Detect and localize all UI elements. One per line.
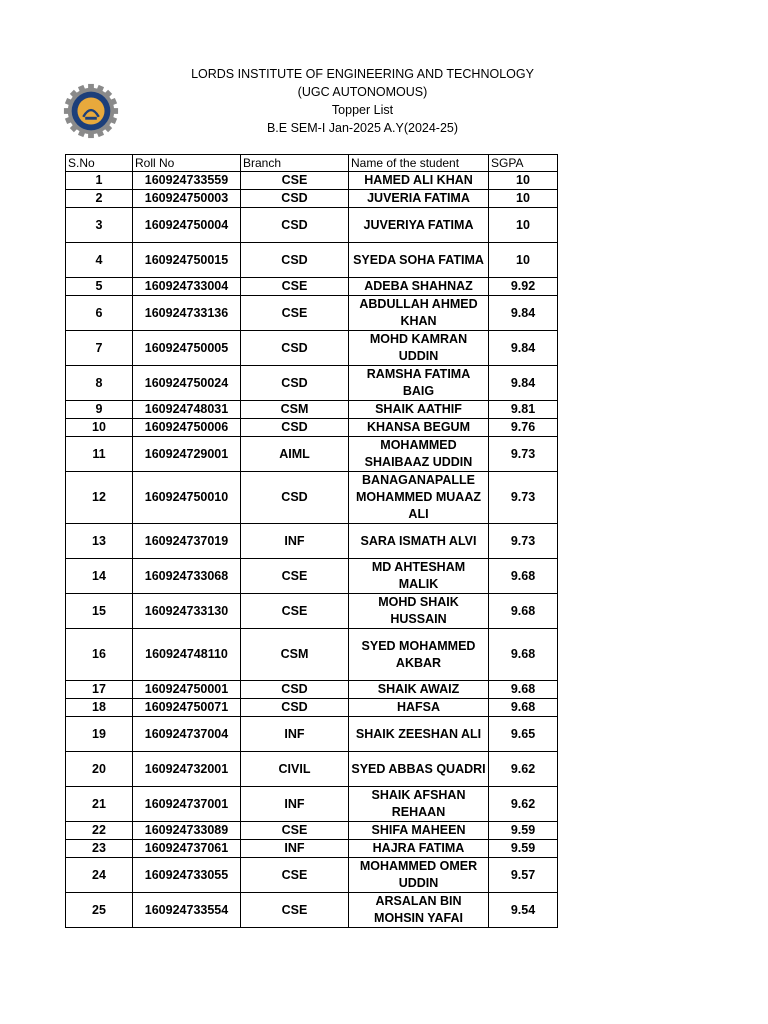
- cell-branch: CSD: [241, 208, 349, 243]
- table-row: [66, 681, 558, 699]
- col-header-sno: S.No: [66, 155, 133, 172]
- cell-student-name: BANAGANAPALLE MOHAMMED MUAAZ ALI: [349, 472, 489, 524]
- exam-details: B.E SEM-I Jan-2025 A.Y(2024-25): [266, 121, 459, 135]
- table-row: [66, 787, 558, 822]
- cell-roll-no: 160924750005: [133, 331, 241, 366]
- document-title: Topper List: [331, 103, 394, 117]
- cell-sno: 22: [66, 822, 133, 840]
- cell-branch: CSD: [241, 366, 349, 401]
- cell-student-name: HAFSA: [349, 699, 489, 717]
- cell-student-name: SHAIK AATHIF: [349, 401, 489, 419]
- cell-branch: CIVIL: [241, 752, 349, 787]
- cell-sgpa: 9.84: [489, 331, 558, 366]
- cell-branch: INF: [241, 524, 349, 559]
- cell-sgpa: 9.76: [489, 419, 558, 437]
- cell-student-name: SYED MOHAMMED AKBAR: [349, 629, 489, 681]
- cell-sgpa: 10: [489, 208, 558, 243]
- table-row: [66, 717, 558, 752]
- cell-roll-no: 160924732001: [133, 752, 241, 787]
- cell-roll-no: 160924733130: [133, 594, 241, 629]
- cell-branch: CSM: [241, 401, 349, 419]
- cell-branch: CSD: [241, 699, 349, 717]
- cell-roll-no: 160924733089: [133, 822, 241, 840]
- cell-branch: CSD: [241, 243, 349, 278]
- cell-roll-no: 160924737001: [133, 787, 241, 822]
- cell-student-name: KHANSA BEGUM: [349, 419, 489, 437]
- cell-branch: INF: [241, 840, 349, 858]
- topper-table: [65, 154, 558, 928]
- table-body: [66, 172, 558, 928]
- cell-sno: 12: [66, 472, 133, 524]
- cell-student-name: SYEDA SOHA FATIMA: [349, 243, 489, 278]
- cell-sno: 25: [66, 893, 133, 928]
- cell-sgpa: 10: [489, 243, 558, 278]
- cell-roll-no: 160924750001: [133, 681, 241, 699]
- cell-roll-no: 160924733554: [133, 893, 241, 928]
- cell-student-name: MOHD KAMRAN UDDIN: [349, 331, 489, 366]
- cell-branch: CSE: [241, 893, 349, 928]
- cell-student-name: SYED ABBAS QUADRI: [349, 752, 489, 787]
- cell-sno: 9: [66, 401, 133, 419]
- cell-branch: CSE: [241, 278, 349, 296]
- cell-student-name: JUVERIA FATIMA: [349, 190, 489, 208]
- cell-sno: 6: [66, 296, 133, 331]
- cell-student-name: HAJRA FATIMA: [349, 840, 489, 858]
- cell-sno: 17: [66, 681, 133, 699]
- col-header-sgpa: SGPA: [489, 155, 558, 172]
- cell-sgpa: 9.62: [489, 787, 558, 822]
- table-header-row: [66, 155, 558, 172]
- cell-sno: 16: [66, 629, 133, 681]
- cell-sno: 10: [66, 419, 133, 437]
- cell-sgpa: 9.92: [489, 278, 558, 296]
- cell-branch: CSD: [241, 331, 349, 366]
- table-row: [66, 840, 558, 858]
- cell-sno: 11: [66, 437, 133, 472]
- cell-roll-no: 160924748031: [133, 401, 241, 419]
- cell-student-name: SHAIK AWAIZ: [349, 681, 489, 699]
- cell-branch: CSE: [241, 594, 349, 629]
- cell-branch: CSE: [241, 858, 349, 893]
- cell-student-name: MOHAMMED OMER UDDIN: [349, 858, 489, 893]
- cell-student-name: SARA ISMATH ALVI: [349, 524, 489, 559]
- cell-sno: 15: [66, 594, 133, 629]
- cell-sno: 1: [66, 172, 133, 190]
- cell-branch: AIML: [241, 437, 349, 472]
- cell-roll-no: 160924737019: [133, 524, 241, 559]
- cell-sno: 2: [66, 190, 133, 208]
- cell-sgpa: 10: [489, 172, 558, 190]
- cell-sgpa: 9.62: [489, 752, 558, 787]
- cell-sno: 14: [66, 559, 133, 594]
- cell-sno: 19: [66, 717, 133, 752]
- cell-sgpa: 9.84: [489, 366, 558, 401]
- cell-student-name: RAMSHA FATIMA BAIG: [349, 366, 489, 401]
- cell-sno: 7: [66, 331, 133, 366]
- cell-sgpa: 9.59: [489, 822, 558, 840]
- cell-sgpa: 9.68: [489, 629, 558, 681]
- cell-student-name: MOHAMMED SHAIBAAZ UDDIN: [349, 437, 489, 472]
- cell-sno: 4: [66, 243, 133, 278]
- cell-sgpa: 9.84: [489, 296, 558, 331]
- cell-sno: 5: [66, 278, 133, 296]
- cell-roll-no: 160924750004: [133, 208, 241, 243]
- cell-roll-no: 160924750024: [133, 366, 241, 401]
- cell-roll-no: 160924733068: [133, 559, 241, 594]
- cell-student-name: SHAIK ZEESHAN ALI: [349, 717, 489, 752]
- cell-branch: CSE: [241, 559, 349, 594]
- cell-roll-no: 160924737061: [133, 840, 241, 858]
- autonomous-status: (UGC AUTONOMOUS): [297, 85, 428, 99]
- cell-student-name: SHIFA MAHEEN: [349, 822, 489, 840]
- cell-branch: CSD: [241, 472, 349, 524]
- table-row: [66, 752, 558, 787]
- table-row: [66, 208, 558, 243]
- cell-sgpa: 9.68: [489, 594, 558, 629]
- cell-sno: 13: [66, 524, 133, 559]
- seal-emblem-base: [85, 117, 97, 120]
- college-seal-icon: [62, 82, 120, 140]
- cell-branch: CSE: [241, 172, 349, 190]
- cell-roll-no: 160924733055: [133, 858, 241, 893]
- table-row: [66, 594, 558, 629]
- table-row: [66, 629, 558, 681]
- cell-branch: INF: [241, 787, 349, 822]
- cell-branch: CSM: [241, 629, 349, 681]
- cell-sno: 18: [66, 699, 133, 717]
- cell-student-name: ABDULLAH AHMED KHAN: [349, 296, 489, 331]
- cell-roll-no: 160924733136: [133, 296, 241, 331]
- cell-sgpa: 9.68: [489, 699, 558, 717]
- cell-roll-no: 160924737004: [133, 717, 241, 752]
- cell-sno: 20: [66, 752, 133, 787]
- cell-branch: CSD: [241, 681, 349, 699]
- table-row: [66, 893, 558, 928]
- cell-sno: 8: [66, 366, 133, 401]
- table-row: [66, 559, 558, 594]
- cell-branch: CSD: [241, 190, 349, 208]
- cell-sgpa: 9.68: [489, 681, 558, 699]
- cell-branch: CSE: [241, 822, 349, 840]
- table-row: [66, 278, 558, 296]
- cell-sgpa: 9.54: [489, 893, 558, 928]
- col-header-roll-no: Roll No: [133, 155, 241, 172]
- cell-sgpa: 9.73: [489, 472, 558, 524]
- cell-sgpa: 9.73: [489, 437, 558, 472]
- cell-student-name: JUVERIYA FATIMA: [349, 208, 489, 243]
- cell-branch: INF: [241, 717, 349, 752]
- cell-sno: 3: [66, 208, 133, 243]
- cell-roll-no: 160924750006: [133, 419, 241, 437]
- cell-sno: 24: [66, 858, 133, 893]
- cell-student-name: ARSALAN BIN MOHSIN YAFAI: [349, 893, 489, 928]
- cell-branch: CSE: [241, 296, 349, 331]
- cell-branch: CSD: [241, 419, 349, 437]
- cell-roll-no: 160924750003: [133, 190, 241, 208]
- cell-sgpa: 9.81: [489, 401, 558, 419]
- table-row: [66, 172, 558, 190]
- table-row: [66, 190, 558, 208]
- institute-name: LORDS INSTITUTE OF ENGINEERING AND TECHNOLOGY: [191, 67, 534, 81]
- cell-sno: 21: [66, 787, 133, 822]
- cell-sgpa: 9.57: [489, 858, 558, 893]
- table-row: [66, 472, 558, 524]
- cell-sgpa: 9.73: [489, 524, 558, 559]
- cell-sno: 23: [66, 840, 133, 858]
- col-header-student-name: Name of the student: [349, 155, 489, 172]
- table-row: [66, 296, 558, 331]
- cell-sgpa: 9.68: [489, 559, 558, 594]
- table-row: [66, 437, 558, 472]
- table-row: [66, 524, 558, 559]
- cell-roll-no: 160924748110: [133, 629, 241, 681]
- cell-sgpa: 9.59: [489, 840, 558, 858]
- cell-roll-no: 160924733004: [133, 278, 241, 296]
- table-row: [66, 419, 558, 437]
- table-row: [66, 331, 558, 366]
- cell-roll-no: 160924750015: [133, 243, 241, 278]
- cell-student-name: SHAIK AFSHAN REHAAN: [349, 787, 489, 822]
- table-row: [66, 858, 558, 893]
- cell-roll-no: 160924733559: [133, 172, 241, 190]
- cell-sgpa: 10: [489, 190, 558, 208]
- cell-sgpa: 9.65: [489, 717, 558, 752]
- cell-roll-no: 160924729001: [133, 437, 241, 472]
- cell-roll-no: 160924750010: [133, 472, 241, 524]
- cell-student-name: MD AHTESHAM MALIK: [349, 559, 489, 594]
- cell-student-name: ADEBA SHAHNAZ: [349, 278, 489, 296]
- table-row: [66, 243, 558, 278]
- cell-student-name: HAMED ALI KHAN: [349, 172, 489, 190]
- table-row: [66, 699, 558, 717]
- table-row: [66, 366, 558, 401]
- col-header-branch: Branch: [241, 155, 349, 172]
- table-row: [66, 822, 558, 840]
- table-row: [66, 401, 558, 419]
- cell-student-name: MOHD SHAIK HUSSAIN: [349, 594, 489, 629]
- cell-roll-no: 160924750071: [133, 699, 241, 717]
